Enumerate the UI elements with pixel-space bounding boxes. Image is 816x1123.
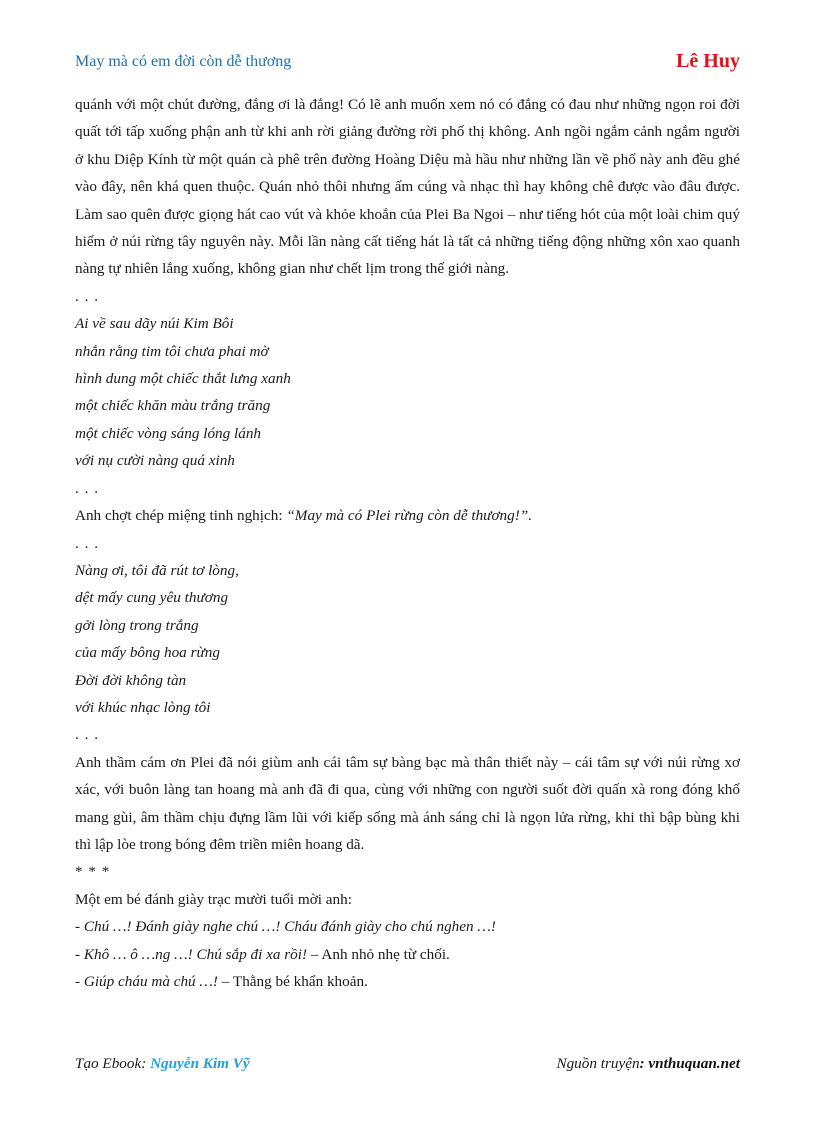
poem-line: nhắn rằng tim tôi chưa phai mờ — [75, 342, 269, 360]
poem-2 — [75, 557, 740, 721]
author-name: Lê Huy — [676, 50, 740, 72]
dialogue-3 — [75, 968, 740, 995]
source-separator: : — [639, 1055, 649, 1072]
source-credit — [556, 1055, 740, 1073]
dialogue-2 — [75, 941, 740, 968]
creator-separator: : — [141, 1055, 151, 1072]
separator-4: . . . — [75, 726, 99, 744]
page-header — [75, 50, 740, 76]
paragraph-2 — [75, 502, 740, 529]
creator-label: Tạo Ebook — [75, 1055, 142, 1072]
dialogue-2-speech: - Khô … ô …ng …! Chú sắp đi xa rồi! — [75, 945, 308, 963]
paragraph-1: quánh với một chút đường, đắng ơi là đắng! Có lẽ anh muốn xem nó có đắng có đau như những ngọn roi đời quất tới tấp xuống phận anh từ khi anh rời giảng đường rời phố thị không. Anh ngồi ngắm cảnh ngắm người ở khu Diệp Kính từ một quán cà phê trên đường Hoàng Diệu mà hầu như những lần về phố này anh đều ghé vào đây, nên khá quen thuộc. Quán nhỏ thôi nhưng ấm cúng và nhạc thì hay không chê được vào đâu được. Làm sao quên được giọng hát cao vút và khỏe khoắn của Plei Ba Ngoi – như tiếng hót của một loài chim quý hiếm ở núi rừng tây nguyên này. Mỗi lần nàng cất tiếng hát là tất cả những tiếng động những xôn xao quanh nàng tự nhiên lắng xuống, không gian như chết lịm trong thế giới nàng. — [75, 96, 740, 278]
poem-line: một chiếc vòng sáng lóng lánh — [75, 424, 262, 442]
poem-line: với nụ cười nàng quá xinh — [75, 452, 235, 470]
poem-1 — [75, 310, 740, 474]
page-footer — [75, 1055, 740, 1077]
creator-name: Nguyễn Kim Vỹ — [150, 1055, 250, 1072]
book-title: May mà có em đời còn dễ thương — [75, 53, 292, 70]
dialogue-3-speech: - Giúp cháu mà chú …! — [75, 973, 218, 990]
poem-line: một chiếc khăn màu trắng trăng — [75, 397, 271, 415]
separator-2: . . . — [75, 479, 99, 497]
separator-1: . . . — [75, 287, 99, 305]
paragraph-2-lead: Anh chợt chép miệng tinh nghịch: — [75, 507, 287, 525]
separator-5: * * * — [75, 863, 111, 881]
separator-3: . . . — [75, 534, 99, 552]
poem-line: Ai về sau dãy núi Kim Bôi — [75, 315, 234, 333]
dialogue-1: - Chú …! Đánh giày nghe chú …! Cháu đánh giày cho chú nghen …! — [75, 918, 496, 936]
poem-line: Đời đời không tàn — [75, 671, 187, 689]
poem-line: với khúc nhạc lòng tôi — [75, 698, 211, 716]
dialogue-3-narration: – Thằng bé khẩn khoản. — [218, 973, 368, 990]
paragraph-4: Một em bé đánh giày trạc mười tuổi mời anh: — [75, 890, 352, 908]
poem-line: Nàng ơi, tôi đã rút tơ lòng, — [75, 561, 239, 579]
page-content — [75, 91, 740, 995]
paragraph-2-quote: “May mà có Plei rừng còn dễ thương!”. — [286, 507, 533, 525]
poem-line: hình dung một chiếc thắt lưng xanh — [75, 370, 291, 388]
ebook-credit — [75, 1055, 250, 1073]
source-link[interactable]: vnthuquan.net — [648, 1055, 740, 1072]
source-label: Nguồn truyện — [556, 1055, 640, 1072]
poem-line: của mấy bông hoa rừng — [75, 644, 220, 662]
poem-line: dệt mấy cung yêu thương — [75, 589, 229, 607]
poem-line: gởi lòng trong trắng — [75, 616, 199, 634]
paragraph-3: Anh thầm cám ơn Plei đã nói giùm anh cái tâm sự bàng bạc mà thân thiết này – cái tâm sự với núi rừng xơ xác, với buôn làng tan hoang mà anh đã đi qua, cùng với những con người suốt đời quấn xà rong đóng khố mang gùi, âm thầm chịu đựng lầm lũi với kiếp sống mà ánh sáng chỉ là ngọn lửa rừng, khi thì bập bùng khi thì lập lòe trong bóng đêm triền miên hoang dã. — [75, 753, 740, 853]
dialogue-2-narration: – Anh nhỏ nhẹ từ chối. — [307, 945, 450, 963]
